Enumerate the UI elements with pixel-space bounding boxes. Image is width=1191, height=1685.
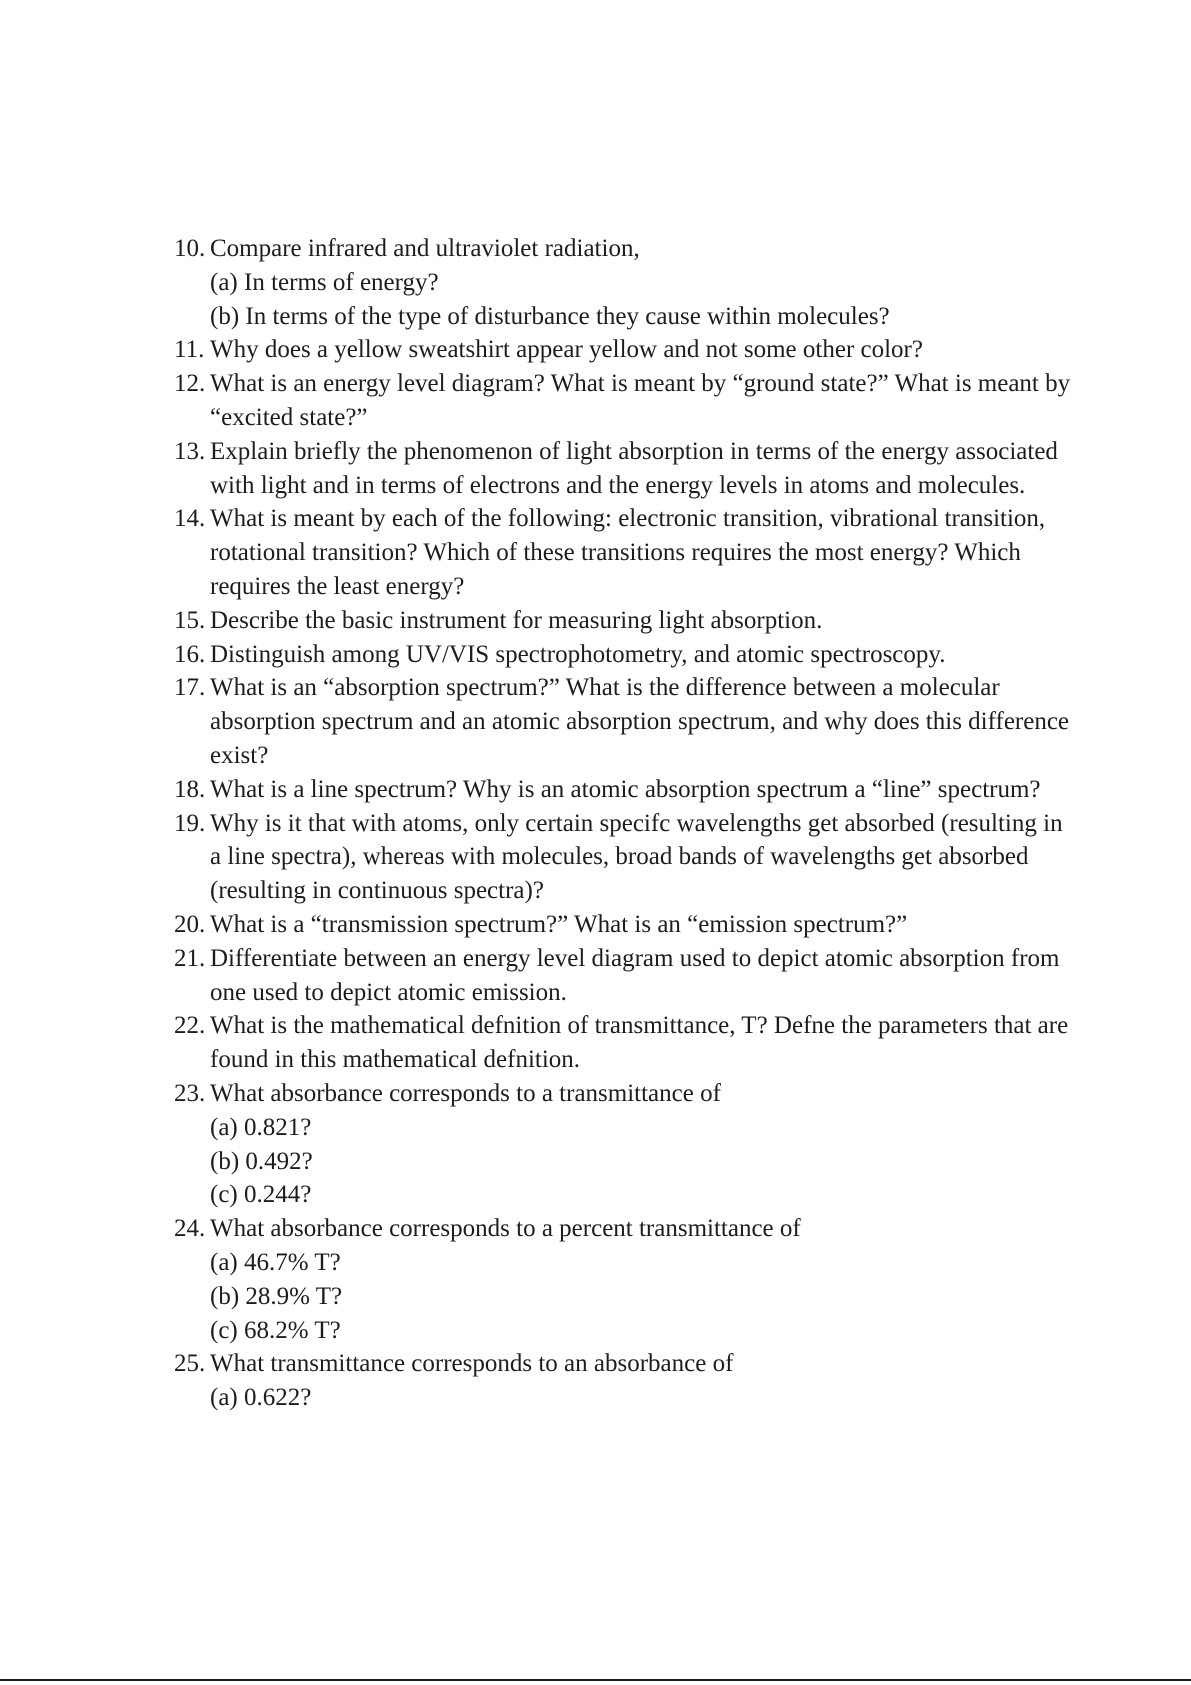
- question-text: What is a line spectrum? Why is an atomic absorption spectrum a “line” spectrum?: [210, 775, 1041, 803]
- question-23: [174, 1077, 1074, 1212]
- question-number: 18.: [174, 775, 206, 803]
- page-bottom-rule: [0, 1679, 1191, 1681]
- question-subpart: (a) 0.821?: [210, 1113, 312, 1141]
- question-text: What is an “absorption spectrum?” What is the difference between a molecular absorption spectrum and an atomic absorption spectrum, and why does this difference exist?: [210, 674, 1070, 769]
- question-24: [174, 1212, 1074, 1347]
- question-11: [174, 333, 1074, 367]
- question-19: [174, 807, 1074, 908]
- question-13: [174, 435, 1074, 503]
- question-text: What is meant by each of the following: electronic transition, vibrational transition, rotational transition? Which of these transitions requires the most energy? Which requires the least energy?: [210, 505, 1046, 600]
- question-number: 22.: [174, 1012, 206, 1040]
- question-number: 11.: [174, 336, 205, 364]
- question-text: Compare infrared and ultraviolet radiation,: [210, 235, 640, 262]
- question-text: What absorbance corresponds to a transmittance of: [210, 1079, 721, 1107]
- question-text: What is an energy level diagram? What is meant by “ground state?” What is meant by “excited state?”: [210, 370, 1071, 431]
- question-20: [174, 908, 1074, 942]
- question-subpart: (c) 0.244?: [210, 1181, 312, 1209]
- question-text: Distinguish among UV/VIS spectrophotometry, and atomic spectroscopy.: [210, 640, 946, 668]
- question-text: What is the mathematical defnition of transmittance, T? Defne the parameters that are found in this mathematical defnition.: [210, 1012, 1069, 1074]
- question-number: 12.: [174, 370, 206, 398]
- question-subpart: (a) 0.622?: [210, 1384, 312, 1412]
- question-number: 15.: [174, 606, 206, 634]
- question-subpart: (a) In terms of energy?: [210, 268, 439, 296]
- question-number: 17.: [174, 674, 206, 702]
- question-21: [174, 942, 1074, 1010]
- question-25: [174, 1347, 1074, 1415]
- question-text: What absorbance corresponds to a percent transmittance of: [210, 1215, 801, 1243]
- question-text: Why does a yellow sweatshirt appear yellow and not some other color?: [210, 336, 923, 364]
- question-22: [174, 1009, 1074, 1077]
- question-text: Describe the basic instrument for measuring light absorption.: [210, 606, 823, 634]
- question-16: [174, 638, 1074, 672]
- question-list: [174, 232, 1074, 1415]
- question-number: 14.: [174, 505, 206, 533]
- question-text: Why is it that with atoms, only certain specifc wavelengths get absorbed (resulting in a line spectra), whereas with molecules, broad bands of wavelengths get absorbed (resulting in continuous spectra)?: [210, 809, 1063, 905]
- question-number: 20.: [174, 910, 206, 938]
- question-text: Explain briefly the phenomenon of light absorption in terms of the energy associated with light and in terms of electrons and the energy levels in atoms and molecules.: [210, 437, 1058, 499]
- question-14: [174, 502, 1074, 603]
- question-subpart: (b) In terms of the type of disturbance they cause within molecules?: [210, 302, 890, 330]
- question-number: 16.: [174, 640, 206, 668]
- question-number: 10.: [174, 235, 206, 262]
- question-10: [174, 232, 1074, 333]
- question-text: Differentiate between an energy level diagram used to depict atomic absorption from one used to depict atomic emission.: [210, 944, 1060, 1006]
- question-number: 23.: [174, 1079, 206, 1107]
- question-12: [174, 367, 1074, 435]
- question-subpart: (a) 46.7% T?: [210, 1248, 341, 1276]
- question-18: [174, 773, 1074, 807]
- question-subpart: (b) 0.492?: [210, 1147, 313, 1175]
- question-subpart: (b) 28.9% T?: [210, 1282, 343, 1310]
- question-number: 19.: [174, 809, 206, 837]
- question-text: What is a “transmission spectrum?” What is an “emission spectrum?”: [210, 910, 908, 938]
- question-number: 13.: [174, 437, 206, 465]
- question-15: [174, 604, 1074, 638]
- question-number: 24.: [174, 1215, 206, 1243]
- question-number: 21.: [174, 944, 206, 972]
- question-text: What transmittance corresponds to an absorbance of: [210, 1350, 734, 1378]
- question-number: 25.: [174, 1350, 206, 1378]
- question-subpart: (c) 68.2% T?: [210, 1316, 341, 1344]
- question-17: [174, 671, 1074, 772]
